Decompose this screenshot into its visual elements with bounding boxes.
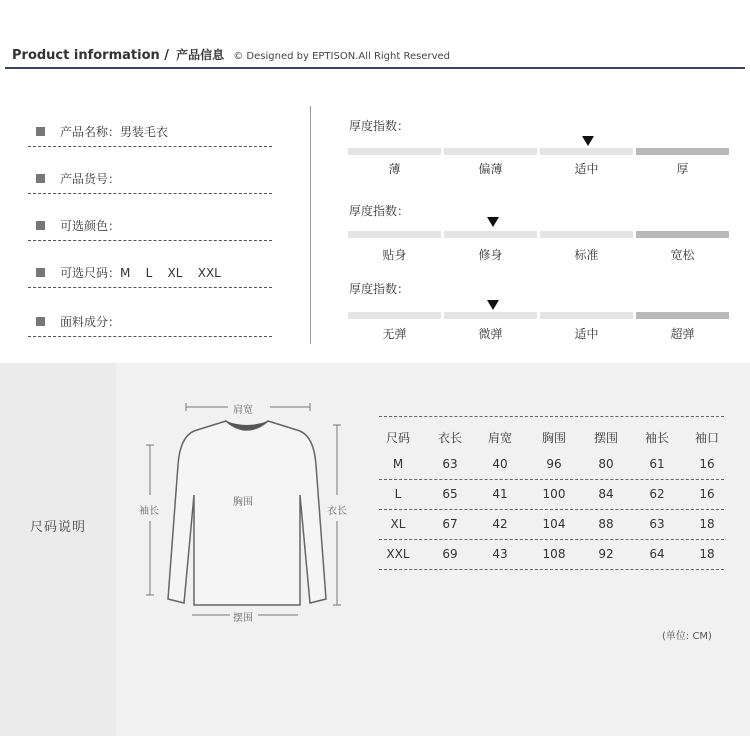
bullet-square-icon <box>36 127 45 136</box>
table-cell: 41 <box>492 487 508 501</box>
scale-bar <box>444 231 537 238</box>
indicator-triangle-icon <box>582 136 594 146</box>
header-copyright: © Designed by EPTISON.All Right Reserved <box>233 51 450 62</box>
scale-level: 微弹 <box>478 327 503 341</box>
scale-bar <box>540 231 633 238</box>
table-row <box>379 540 724 570</box>
size-section-sidebar <box>0 363 116 736</box>
bullet-square-icon <box>36 174 45 183</box>
table-cell: M <box>392 457 404 471</box>
scale-bar <box>348 231 441 238</box>
table-row <box>379 450 724 480</box>
table-cell: 63 <box>442 457 458 471</box>
info-label: 产品名称：男装毛衣 <box>60 125 169 139</box>
table-cell: 40 <box>492 457 508 471</box>
table-cell: 69 <box>442 547 458 561</box>
scale-level: 适中 <box>574 162 599 176</box>
table-cell: 62 <box>649 487 665 501</box>
header-divider <box>5 67 745 69</box>
table-row <box>379 510 724 540</box>
bullet-square-icon <box>36 221 45 230</box>
table-cell: 42 <box>492 517 508 531</box>
table-cell: 61 <box>649 457 665 471</box>
info-product-name <box>28 121 272 147</box>
table-cell: 108 <box>542 547 566 561</box>
table-cell: 16 <box>699 487 715 501</box>
table-header-cell: 袖口 <box>694 431 719 445</box>
indicator-triangle-icon <box>487 300 499 310</box>
table-cell: XL <box>390 517 406 531</box>
info-label: 可选尺码：M L XL XXL <box>60 266 221 280</box>
index-title: 厚度指数： <box>349 119 410 133</box>
scale-bar <box>348 312 441 319</box>
table-cell: 18 <box>699 547 715 561</box>
table-cell: 67 <box>442 517 458 531</box>
table-cell: XXL <box>386 547 410 561</box>
scale-bar <box>348 148 441 155</box>
table-cell: 88 <box>598 517 614 531</box>
bullet-square-icon <box>36 317 45 326</box>
scale-level: 贴身 <box>382 248 407 262</box>
scale-level: 薄 <box>388 162 401 176</box>
diagram-label-length: 衣长 <box>327 506 347 517</box>
scale-bar <box>540 148 633 155</box>
diagram-label-chest: 胸围 <box>233 497 253 508</box>
table-cell: 80 <box>598 457 614 471</box>
table-cell: 63 <box>649 517 665 531</box>
diagram-label-sleeve: 袖长 <box>139 506 159 517</box>
table-cell: 64 <box>649 547 665 561</box>
scale-level: 适中 <box>574 327 599 341</box>
bullet-square-icon <box>36 268 45 277</box>
scale-level: 厚 <box>676 162 689 176</box>
info-product-code <box>28 168 272 194</box>
table-header-cell: 袖长 <box>644 431 669 445</box>
scale-level: 无弹 <box>382 327 407 341</box>
table-header-cell: 胸围 <box>541 431 566 445</box>
table-top-border <box>379 416 724 417</box>
scale-level: 标准 <box>574 248 599 262</box>
scale-bar <box>444 312 537 319</box>
table-header-cell: 摆围 <box>593 431 618 445</box>
table-cell: 104 <box>542 517 566 531</box>
table-header-cell: 衣长 <box>437 431 462 445</box>
size-section-title: 尺码说明 <box>30 520 87 535</box>
info-colors <box>28 215 272 241</box>
header-title-cn: 产品信息 <box>176 48 225 62</box>
table-cell: 84 <box>598 487 614 501</box>
table-cell: 96 <box>546 457 562 471</box>
table-cell: 100 <box>542 487 566 501</box>
scale-level: 超弹 <box>670 327 695 341</box>
page-header <box>12 44 450 62</box>
table-cell: 16 <box>699 457 715 471</box>
scale-bar <box>636 312 729 319</box>
table-cell: 65 <box>442 487 458 501</box>
table-header-cell: 肩宽 <box>487 431 512 445</box>
scale-bar <box>636 148 729 155</box>
scale-level: 修身 <box>478 248 503 262</box>
info-label: 产品货号： <box>60 172 121 186</box>
info-label: 可选颜色： <box>60 219 121 233</box>
table-cell: 43 <box>492 547 508 561</box>
index-title: 厚度指数： <box>349 204 410 218</box>
vertical-divider <box>310 106 311 344</box>
info-sizes <box>28 262 272 288</box>
table-cell: 92 <box>598 547 614 561</box>
scale-level: 偏薄 <box>478 162 503 176</box>
header-title-en: Product information / <box>12 48 170 63</box>
index-title: 厚度指数： <box>349 282 410 296</box>
indicator-triangle-icon <box>487 217 499 227</box>
info-label: 面料成分： <box>60 315 121 329</box>
scale-bar <box>540 312 633 319</box>
table-header-row <box>379 422 724 448</box>
table-header-cell: 尺码 <box>385 431 410 445</box>
table-cell: 18 <box>699 517 715 531</box>
diagram-label-shoulder: 肩宽 <box>233 405 253 416</box>
diagram-label-hem: 摆围 <box>233 613 253 624</box>
info-fabric <box>28 311 272 337</box>
scale-bar <box>636 231 729 238</box>
table-row <box>379 480 724 510</box>
table-cell: L <box>394 487 402 501</box>
scale-level: 宽松 <box>670 248 695 262</box>
sweater-diagram <box>130 395 360 627</box>
scale-bar <box>444 148 537 155</box>
unit-note: (单位: CM) <box>662 631 712 642</box>
